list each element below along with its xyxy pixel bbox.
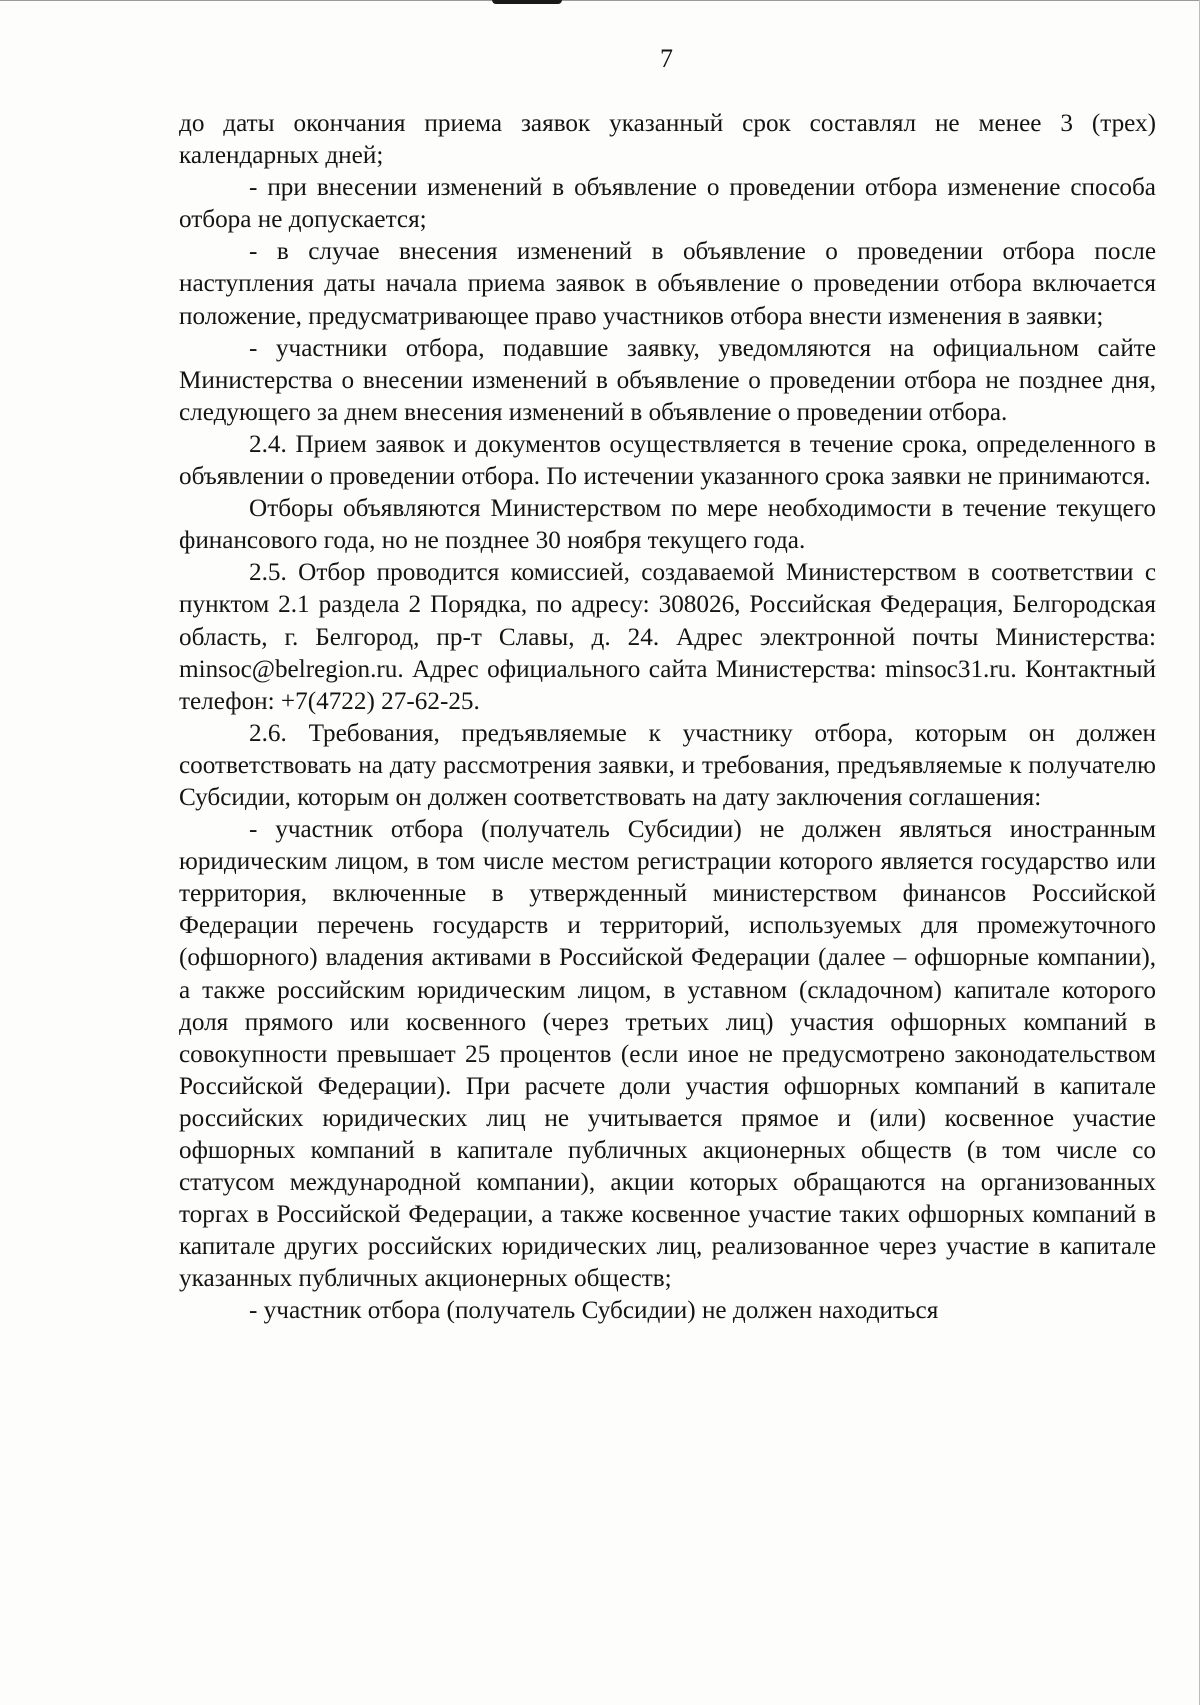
paragraph-2-5: 2.5. Отбор проводится комиссией, создаваемой Министерством в соответствии с пунктом 2.1 раздела 2 Порядка, по адресу: 308026, Российская Федерация, Белгородская область, г. Белгород, пр-т Славы, д. 24. Адрес электронной почты Министерства: minsoc@belregion.ru. Адрес официального сайта Министерства: minsoc31.ru. Контактный телефон: +7(4722) 27-62-25. [179,559,1156,715]
paragraph-last-requirement: - участник отбора (получатель Субсидии) не должен находиться [249,1297,939,1325]
paragraph-selection-deadline: Отборы объявляются Министерством по мере необходимости в течение текущего финансового года, но не позднее 30 ноября текущего года. [179,495,1156,555]
scan-edge-top [0,0,1200,1]
paragraph-2-6: 2.6. Требования, предъявляемые к участнику отбора, которым он должен соответствовать на дату рассмотрения заявки, и требования, предъявляемые к получателю Субсидии, которым он должен соответствовать на дату заключения соглашения: [179,719,1156,811]
paragraph-2-4: 2.4. Прием заявок и документов осуществляется в течение срока, определенного в объявлении о проведении отбора. По истечении указанного срока заявки не принимаются. [179,430,1156,491]
paragraph-change-after-start: - в случае внесения изменений в объявление о проведении отбора после наступления даты начала приема заявок в объявление о проведении отбора включается положение, предусматривающее право участников отбора внести изменения в заявки; [179,238,1156,330]
paragraph-change-method: - при внесении изменений в объявление о проведении отбора изменение способа отбора не допускается; [179,174,1156,234]
paragraph-notification: - участники отбора, подавшие заявку, уведомляются на официальном сайте Министерства о внесении изменений в объявление о проведении отбора не позднее дня, следующего за днем внесения изменений в объявление о проведении отбора. [179,334,1156,426]
scan-mark [492,0,562,4]
paragraph-continuation: до даты окончания приема заявок указанный срок составлял не менее 3 (трех) календарных дней; [179,110,1156,170]
document-text [179,108,1156,1328]
page-number: 7 [660,44,673,73]
paragraph-offshore-requirement: - участник отбора (получатель Субсидии) не должен являться иностранным юридическим лицом, в том числе местом регистрации которого является государство или территория, включенные в утвержденный министерством финансов Российской Федерации перечень государств и территорий, используемых для промежуточного (офшорного) владения активами в Российской Федерации (далее – офшорные компании), а также российским юридическим лицом, в уставном (складочном) капитале которого доля прямого или косвенного (через третьих лиц) участия офшорных компаний в совокупности превышает 25 процентов (если иное не предусмотрено законодательством Российской Федерации). При расчете доли участия офшорных компаний в капитале российских юридических лиц не учитывается прямое и (или) косвенное участие офшорных компаний в капитале публичных акционерных обществ (в том числе со статусом международной компании), акции которых обращаются на организованных торгах в Российской Федерации, а также косвенное участие таких офшорных компаний в капитале других российских юридических лиц, реализованное через участие в капитале указанных публичных акционерных обществ; [179,816,1156,1293]
